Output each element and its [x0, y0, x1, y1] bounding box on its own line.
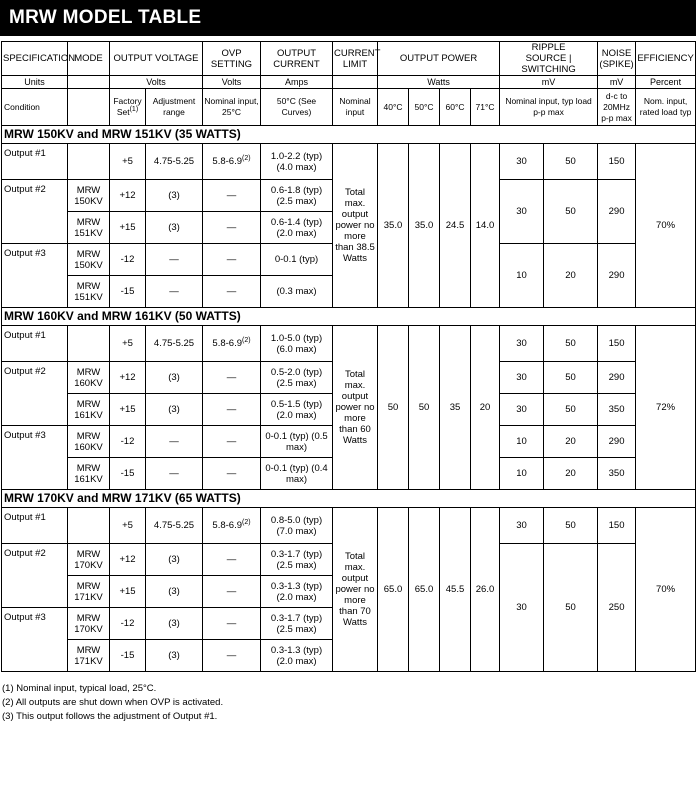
- factory-set-cell: +12: [110, 362, 146, 394]
- header-output-power: OUTPUT POWER: [378, 42, 500, 76]
- current-cell: 0.3-1.7 (typ) (2.5 max): [261, 544, 333, 576]
- ovp-cell: —: [203, 608, 261, 640]
- ovp-note: (2): [242, 518, 251, 526]
- condition-efficiency: Nom. input, rated load typ: [636, 89, 696, 126]
- header-ripple-sub: SOURCE | SWITCHING: [521, 53, 576, 75]
- ripple-switching-cell: 20: [544, 244, 598, 308]
- output-label: Output #1: [2, 144, 68, 180]
- condition-t71: 71°C: [471, 89, 500, 126]
- mode-cell: MRW 171KV: [68, 576, 110, 608]
- ovp-cell: [203, 326, 261, 362]
- current-cell: 0.3-1.3 (typ) (2.0 max): [261, 576, 333, 608]
- footnote: (3) This output follows the adjustment of Output #1.: [2, 711, 218, 722]
- power-60-cell: 45.5: [440, 508, 471, 672]
- header-ripple-source: SOURCE: [525, 53, 567, 64]
- factory-set-cell: -15: [110, 458, 146, 490]
- adjustment-cell: (3): [146, 180, 203, 212]
- ovp-cell: —: [203, 276, 261, 308]
- mode-cell: MRW 150KV: [68, 244, 110, 276]
- header-mode: MODE: [68, 42, 110, 76]
- adjustment-cell: (3): [146, 544, 203, 576]
- condition-t60: 60°C: [440, 89, 471, 126]
- output-label: Output #1: [2, 326, 68, 362]
- power-50-cell: 50: [409, 326, 440, 490]
- condition-label: Condition: [2, 89, 68, 126]
- condition-row: [2, 89, 696, 126]
- adjustment-cell: (3): [146, 608, 203, 640]
- header-ovp-setting: OVP SETTING: [203, 42, 261, 76]
- units-label: Units: [2, 76, 68, 89]
- ripple-switching-cell: 50: [544, 180, 598, 244]
- section-header: [2, 308, 696, 326]
- adjustment-cell: (3): [146, 394, 203, 426]
- mode-cell: MRW 160KV: [68, 426, 110, 458]
- ripple-source-cell: 10: [500, 458, 544, 490]
- factory-set-cell: +12: [110, 180, 146, 212]
- factory-set-cell: +15: [110, 212, 146, 244]
- noise-cell: 290: [598, 426, 636, 458]
- ovp-value: 5.8-6.9: [212, 156, 242, 167]
- adjustment-cell: —: [146, 426, 203, 458]
- factory-set-cell: -12: [110, 244, 146, 276]
- ripple-source-cell: 30: [500, 180, 544, 244]
- mode-cell: MRW 171KV: [68, 640, 110, 672]
- header-ripple: [500, 42, 598, 76]
- units-mode-blank: [68, 76, 110, 89]
- header-ripple-switching: SWITCHING: [521, 64, 576, 75]
- output-label: Output #2: [2, 544, 68, 608]
- output-label: Output #1: [2, 508, 68, 544]
- factory-set-cell: -15: [110, 276, 146, 308]
- current-limit-cell: Total max. output power no more than 60 Watts: [333, 326, 378, 490]
- section-title: MRW 150KV and MRW 151KV (35 WATTS): [2, 126, 696, 144]
- factory-set-cell: -12: [110, 426, 146, 458]
- ovp-cell: —: [203, 426, 261, 458]
- ovp-note: (2): [242, 154, 251, 162]
- factory-set-cell: -15: [110, 640, 146, 672]
- noise-cell: 290: [598, 362, 636, 394]
- ovp-note: (2): [242, 336, 251, 344]
- noise-cell: 290: [598, 180, 636, 244]
- adjustment-cell: 4.75-5.25: [146, 144, 203, 180]
- mode-cell: MRW 150KV: [68, 180, 110, 212]
- noise-cell: 150: [598, 144, 636, 180]
- ripple-source-cell: 30: [500, 326, 544, 362]
- mode-cell: [68, 508, 110, 544]
- factory-set-cell: +5: [110, 144, 146, 180]
- current-cell: 0.8-5.0 (typ) (7.0 max): [261, 508, 333, 544]
- units-ripple-mv: mV: [500, 76, 598, 89]
- header-current-limit: CURRENT LIMIT: [333, 42, 378, 76]
- ovp-cell: —: [203, 244, 261, 276]
- mode-cell: MRW 151KV: [68, 212, 110, 244]
- current-cell: 1.0-5.0 (typ) (6.0 max): [261, 326, 333, 362]
- section-title: MRW 160KV and MRW 161KV (50 WATTS): [2, 308, 696, 326]
- units-noise-mv: mV: [598, 76, 636, 89]
- ovp-cell: [203, 144, 261, 180]
- section-title: MRW 170KV and MRW 171KV (65 WATTS): [2, 490, 696, 508]
- header-noise: NOISE (SPIKE): [598, 42, 636, 76]
- adjustment-cell: 4.75-5.25: [146, 508, 203, 544]
- header-output-current: OUTPUT CURRENT: [261, 42, 333, 76]
- page-title: MRW MODEL TABLE: [9, 7, 202, 28]
- power-60-cell: 35: [440, 326, 471, 490]
- power-71-cell: 20: [471, 326, 500, 490]
- ripple-source-cell: 30: [500, 362, 544, 394]
- output-label: Output #3: [2, 426, 68, 490]
- noise-cell: 350: [598, 458, 636, 490]
- units-percent: Percent: [636, 76, 696, 89]
- header-ripple-label: RIPPLE: [531, 42, 566, 53]
- ovp-cell: —: [203, 180, 261, 212]
- section-header: [2, 126, 696, 144]
- section-header: [2, 490, 696, 508]
- header-output-voltage: OUTPUT VOLTAGE: [110, 42, 203, 76]
- condition-t50: 50°C: [409, 89, 440, 126]
- condition-ripple: Nominal input, typ load p-p max: [500, 89, 598, 126]
- units-volts: Volts: [110, 76, 203, 89]
- output-label: Output #3: [2, 608, 68, 672]
- adjustment-cell: —: [146, 244, 203, 276]
- current-cell: 0.6-1.8 (typ) (2.5 max): [261, 180, 333, 212]
- mode-cell: MRW 170KV: [68, 608, 110, 640]
- mode-cell: MRW 161KV: [68, 394, 110, 426]
- current-cell: 0-0.1 (typ) (0.4 max): [261, 458, 333, 490]
- footnote: (2) All outputs are shut down when OVP is activated.: [2, 697, 224, 708]
- units-watts: Watts: [378, 76, 500, 89]
- efficiency-cell: 72%: [636, 326, 696, 490]
- adjustment-cell: 4.75-5.25: [146, 326, 203, 362]
- efficiency-cell: 70%: [636, 144, 696, 308]
- ovp-cell: [203, 508, 261, 544]
- current-cell: 0.5-2.0 (typ) (2.5 max): [261, 362, 333, 394]
- mode-cell: [68, 144, 110, 180]
- ovp-value: 5.8-6.9: [212, 338, 242, 349]
- power-40-cell: 65.0: [378, 508, 409, 672]
- adjustment-cell: (3): [146, 640, 203, 672]
- efficiency-cell: 70%: [636, 508, 696, 672]
- ripple-source-cell: 30: [500, 544, 544, 672]
- condition-mode-blank: [68, 89, 110, 126]
- units-amps: Amps: [261, 76, 333, 89]
- power-50-cell: 35.0: [409, 144, 440, 308]
- factory-set-cell: +15: [110, 394, 146, 426]
- condition-factory-set: [110, 89, 146, 126]
- power-60-cell: 24.5: [440, 144, 471, 308]
- current-cell: 0.6-1.4 (typ) (2.0 max): [261, 212, 333, 244]
- noise-cell: 350: [598, 394, 636, 426]
- ripple-source-cell: 10: [500, 244, 544, 308]
- ripple-switching-cell: 50: [544, 508, 598, 544]
- condition-t40: 40°C: [378, 89, 409, 126]
- power-71-cell: 14.0: [471, 144, 500, 308]
- model-table: [1, 41, 696, 672]
- condition-limit: Nominal input: [333, 89, 378, 126]
- units-limit-blank: [333, 76, 378, 89]
- table-row: [2, 326, 696, 362]
- ripple-switching-cell: 50: [544, 544, 598, 672]
- ripple-source-cell: 30: [500, 508, 544, 544]
- table-row: [2, 144, 696, 180]
- current-cell: 0.3-1.7 (typ) (2.5 max): [261, 608, 333, 640]
- mode-cell: MRW 160KV: [68, 362, 110, 394]
- ovp-cell: —: [203, 362, 261, 394]
- noise-cell: 250: [598, 544, 636, 672]
- power-71-cell: 26.0: [471, 508, 500, 672]
- ovp-value: 5.8-6.9: [212, 520, 242, 531]
- current-limit-cell: Total max. output power no more than 70 Watts: [333, 508, 378, 672]
- factory-set-cell: +5: [110, 326, 146, 362]
- power-40-cell: 50: [378, 326, 409, 490]
- title-bar: [0, 0, 696, 36]
- mode-cell: MRW 170KV: [68, 544, 110, 576]
- factory-set-cell: +12: [110, 544, 146, 576]
- mode-cell: MRW 151KV: [68, 276, 110, 308]
- adjustment-cell: (3): [146, 362, 203, 394]
- ripple-source-cell: 30: [500, 144, 544, 180]
- table-row: [2, 508, 696, 544]
- adjustment-cell: —: [146, 276, 203, 308]
- adjustment-cell: (3): [146, 576, 203, 608]
- factory-set-cell: -12: [110, 608, 146, 640]
- factory-set-cell: +15: [110, 576, 146, 608]
- current-limit-cell: Total max. output power no more than 38.5 Watts: [333, 144, 378, 308]
- footnote: (1) Nominal input, typical load, 25°C.: [2, 683, 157, 694]
- output-label: Output #3: [2, 244, 68, 308]
- factory-set-note: (1): [129, 106, 139, 114]
- units-ovp-volts: Volts: [203, 76, 261, 89]
- ripple-switching-cell: 20: [544, 426, 598, 458]
- ripple-source-cell: 30: [500, 394, 544, 426]
- noise-cell: 150: [598, 508, 636, 544]
- condition-ovp: Nominal input, 25°C: [203, 89, 261, 126]
- footnotes: [2, 682, 696, 724]
- current-cell: 0-0.1 (typ): [261, 244, 333, 276]
- ripple-switching-cell: 50: [544, 144, 598, 180]
- header-efficiency: EFFICIENCY: [636, 42, 696, 76]
- power-50-cell: 65.0: [409, 508, 440, 672]
- ripple-switching-cell: 50: [544, 362, 598, 394]
- current-cell: 1.0-2.2 (typ) (4.0 max): [261, 144, 333, 180]
- ripple-source-cell: 10: [500, 426, 544, 458]
- ovp-cell: —: [203, 640, 261, 672]
- noise-cell: 290: [598, 244, 636, 308]
- current-cell: (0.3 max): [261, 276, 333, 308]
- current-cell: 0.3-1.3 (typ) (2.0 max): [261, 640, 333, 672]
- noise-cell: 150: [598, 326, 636, 362]
- mode-cell: [68, 326, 110, 362]
- current-cell: 0-0.1 (typ) (0.5 max): [261, 426, 333, 458]
- factory-set-label: Factory Set: [113, 96, 142, 117]
- power-40-cell: 35.0: [378, 144, 409, 308]
- condition-current: 50°C (See Curves): [261, 89, 333, 126]
- ripple-switching-cell: 20: [544, 458, 598, 490]
- header-specification: SPECIFICATION: [2, 42, 68, 76]
- ovp-cell: —: [203, 458, 261, 490]
- condition-adjustment-range: Adjustment range: [146, 89, 203, 126]
- ripple-switching-cell: 50: [544, 326, 598, 362]
- output-label: Output #2: [2, 180, 68, 244]
- adjustment-cell: (3): [146, 212, 203, 244]
- adjustment-cell: —: [146, 458, 203, 490]
- condition-noise: d-c to 20MHz p-p max: [598, 89, 636, 126]
- units-row: [2, 76, 696, 89]
- current-cell: 0.5-1.5 (typ) (2.0 max): [261, 394, 333, 426]
- ovp-cell: —: [203, 394, 261, 426]
- mode-cell: MRW 161KV: [68, 458, 110, 490]
- ovp-cell: —: [203, 576, 261, 608]
- ovp-cell: —: [203, 212, 261, 244]
- output-label: Output #2: [2, 362, 68, 426]
- header-row: [2, 42, 696, 76]
- ripple-switching-cell: 50: [544, 394, 598, 426]
- ovp-cell: —: [203, 544, 261, 576]
- factory-set-cell: +5: [110, 508, 146, 544]
